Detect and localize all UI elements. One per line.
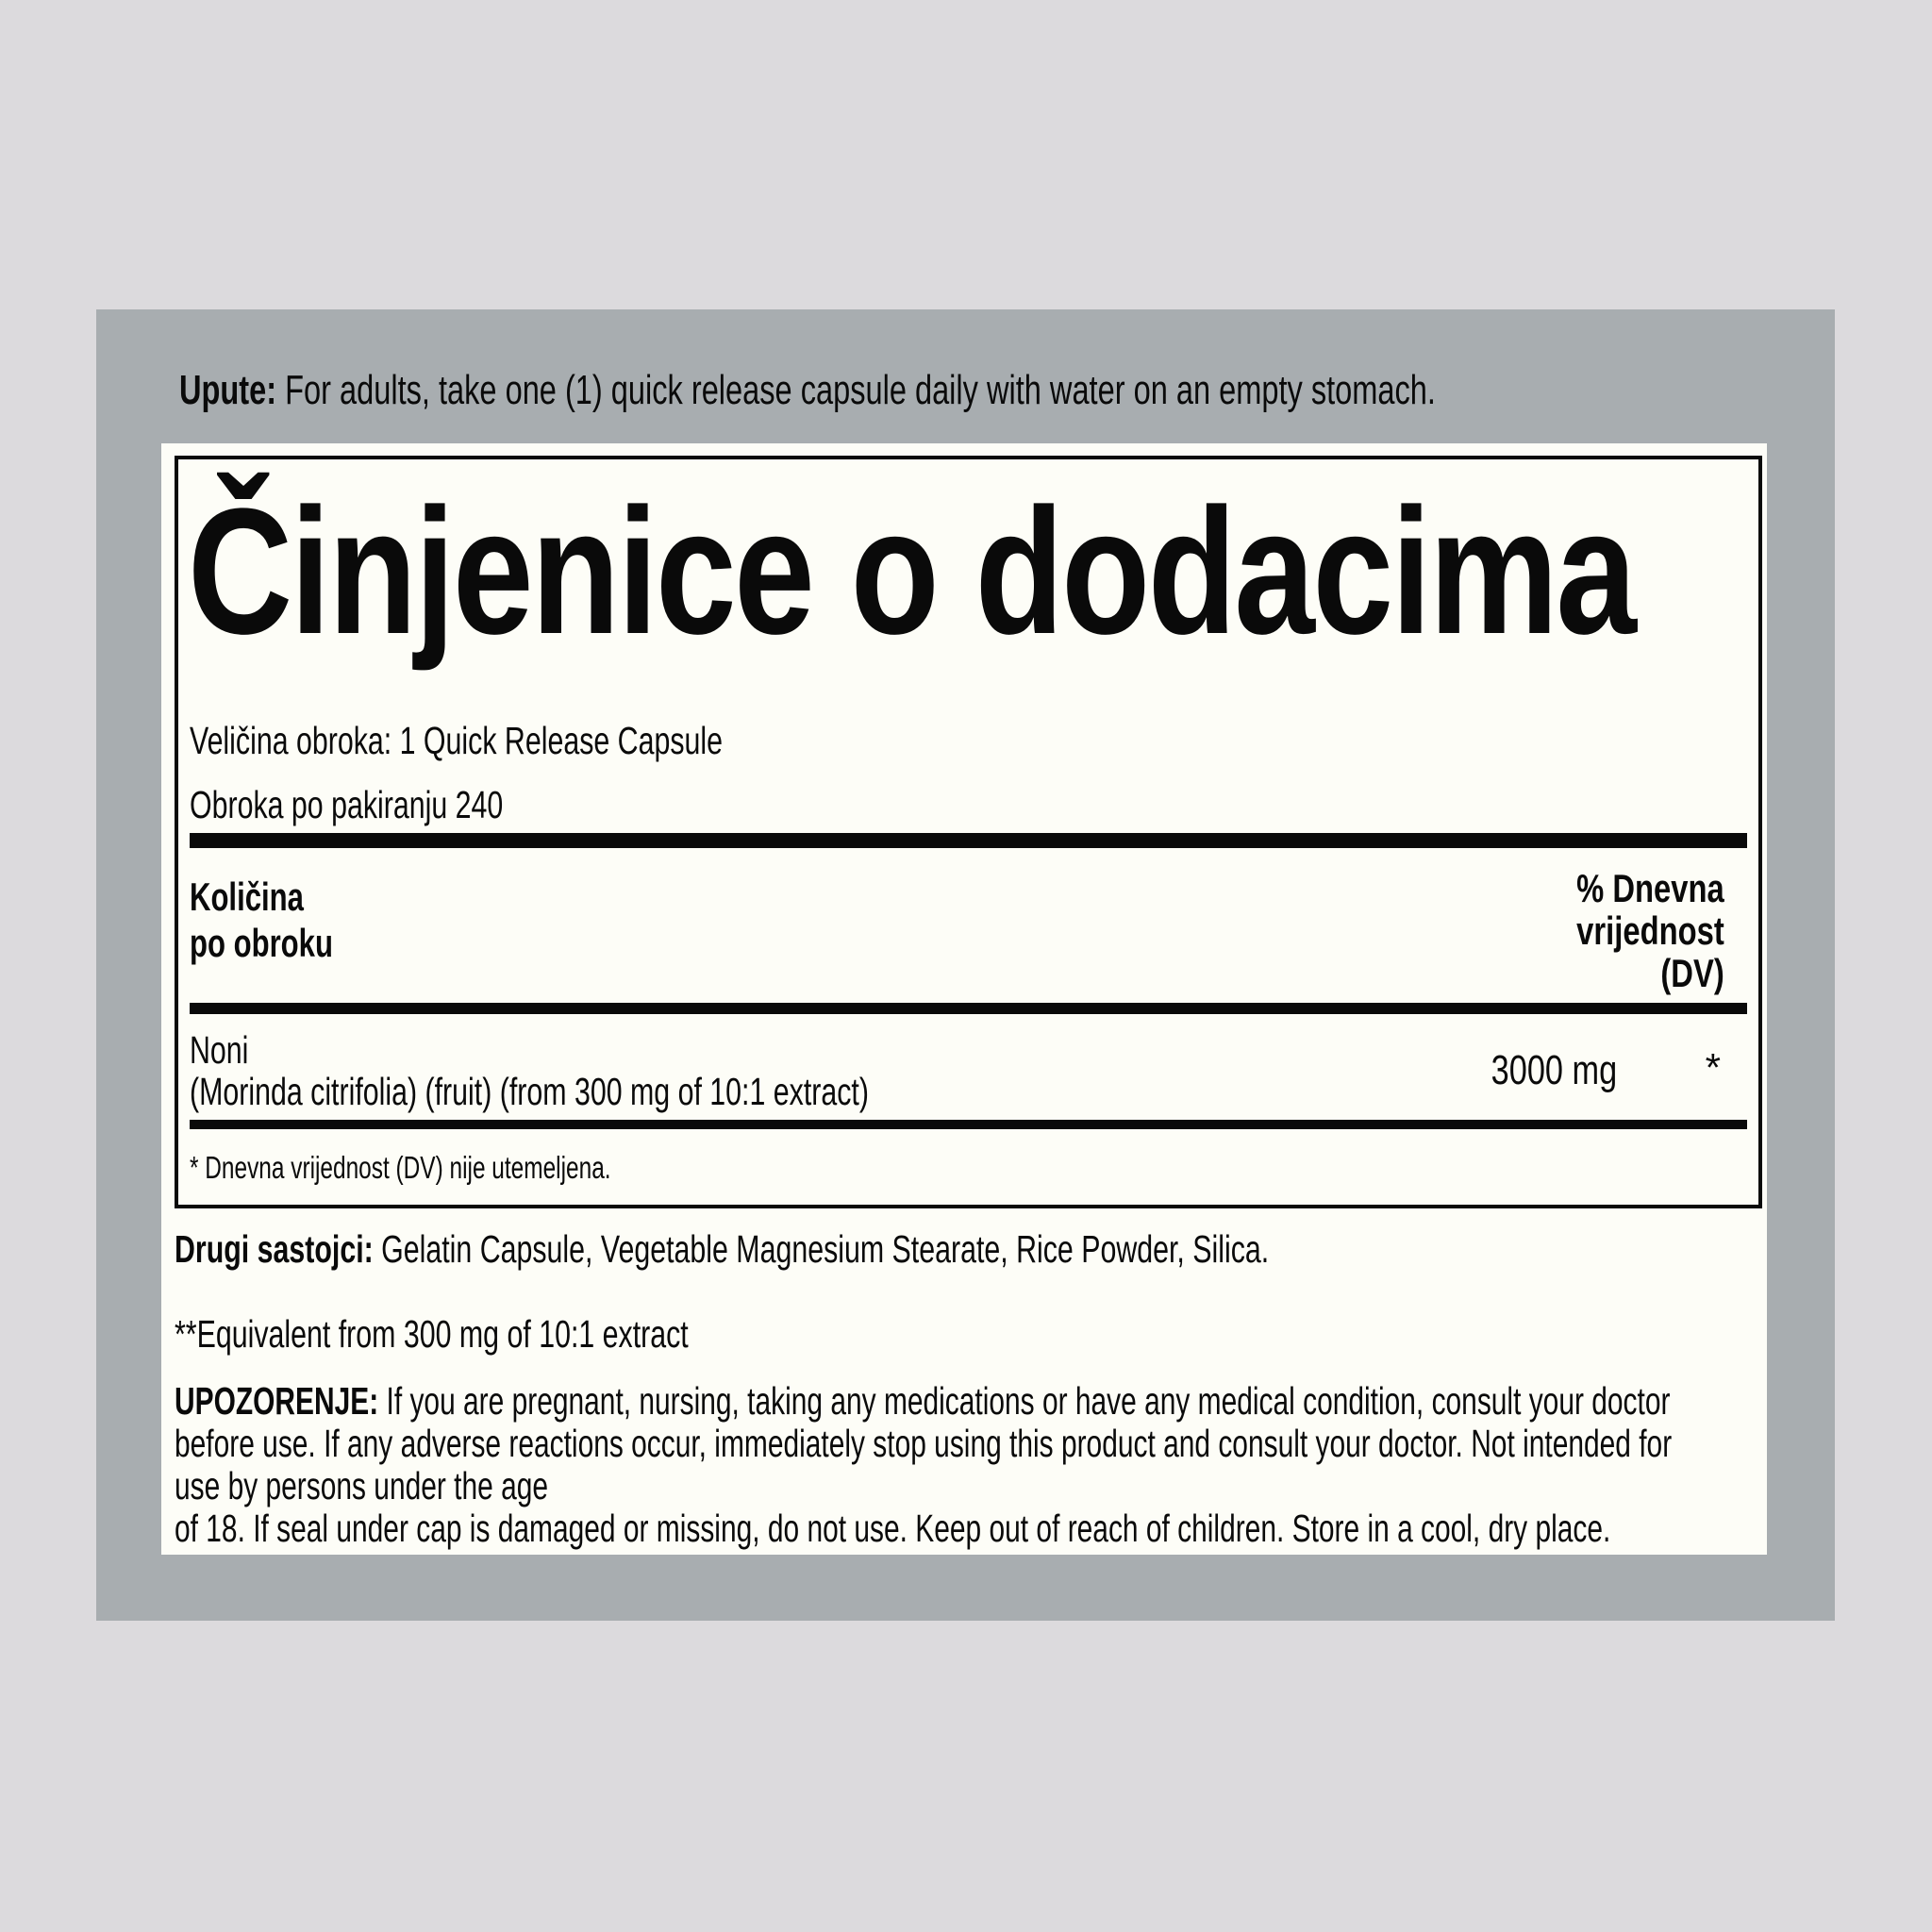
ingredient-amount-text: 3000 mg (1491, 1047, 1617, 1093)
ingredient-detail-text: (Morinda citrifolia) (fruit) (from 300 mg of 10:1 extract) (190, 1070, 869, 1113)
warning-line-4: of 18. If seal under cap is damaged or missing, do not use. Keep out of reach of children. Store in a cool, dry place. (175, 1507, 1611, 1550)
warning-label: UPOZORENJE: (175, 1379, 379, 1423)
warning-line-2: before use. If any adverse reactions occur, immediately stop using this product and consult your doctor. Not intended for (175, 1422, 1673, 1465)
ingredient-amount (1456, 1047, 1617, 1094)
supplement-facts-box (175, 456, 1762, 1208)
ingredient-detail (190, 1070, 1108, 1114)
ingredient-daily-value-asterisk: * (1705, 1045, 1721, 1090)
other-ingredients-inner (175, 1227, 1269, 1272)
dv-header-line2: vrijednost (1576, 908, 1724, 953)
thick-divider-top (190, 833, 1747, 848)
daily-value-footnote-text: * Dnevna vrijednost (DV) nije utemeljena. (190, 1150, 611, 1185)
amount-header-line2: po obroku (190, 921, 333, 965)
directions-text: For adults, take one (1) quick release capsule daily with water on an empty stomach. (276, 367, 1436, 413)
other-ingredients-text: Gelatin Capsule, Vegetable Magnesium Stearate, Rice Powder, Silica. (373, 1227, 1270, 1271)
warning-line-1 (175, 1380, 1672, 1423)
serving-size-line (190, 719, 910, 763)
other-ingredients-label: Drugi sastojci: (175, 1227, 374, 1271)
warning-line-1-text: If you are pregnant, nursing, taking any medications or have any medical condition, consult your doctor (378, 1379, 1671, 1423)
servings-per-container-line (190, 783, 613, 827)
directions-inner (179, 368, 1436, 413)
warning-line-3: use by persons under the age (175, 1464, 549, 1507)
daily-value-header (1535, 867, 1724, 994)
dv-header-line3: (DV) (1660, 951, 1724, 995)
facts-title: Činjenice o dodacima (188, 472, 1635, 672)
thick-divider-headers (190, 1003, 1747, 1014)
amount-per-serving-header (190, 874, 383, 966)
equivalent-note (175, 1312, 869, 1357)
thick-divider-row (190, 1120, 1747, 1129)
dv-header-line1: % Dnevna (1576, 866, 1724, 910)
amount-header-line1: Količina (190, 874, 304, 919)
label-card (161, 443, 1767, 1555)
servings-per-container-text: Obroka po pakiranju 240 (190, 783, 504, 826)
other-ingredients-line (175, 1227, 1654, 1272)
directions-line (179, 368, 1877, 413)
ingredient-name-text: Noni (190, 1028, 249, 1072)
warning-block (175, 1380, 1932, 1550)
serving-size-text: Veličina obroka: 1 Quick Release Capsule (190, 719, 723, 762)
daily-value-footnote (190, 1150, 758, 1186)
ingredient-name (190, 1028, 269, 1073)
directions-label: Upute: (179, 367, 277, 413)
equivalent-note-text: **Equivalent from 300 mg of 10:1 extract (175, 1312, 689, 1356)
